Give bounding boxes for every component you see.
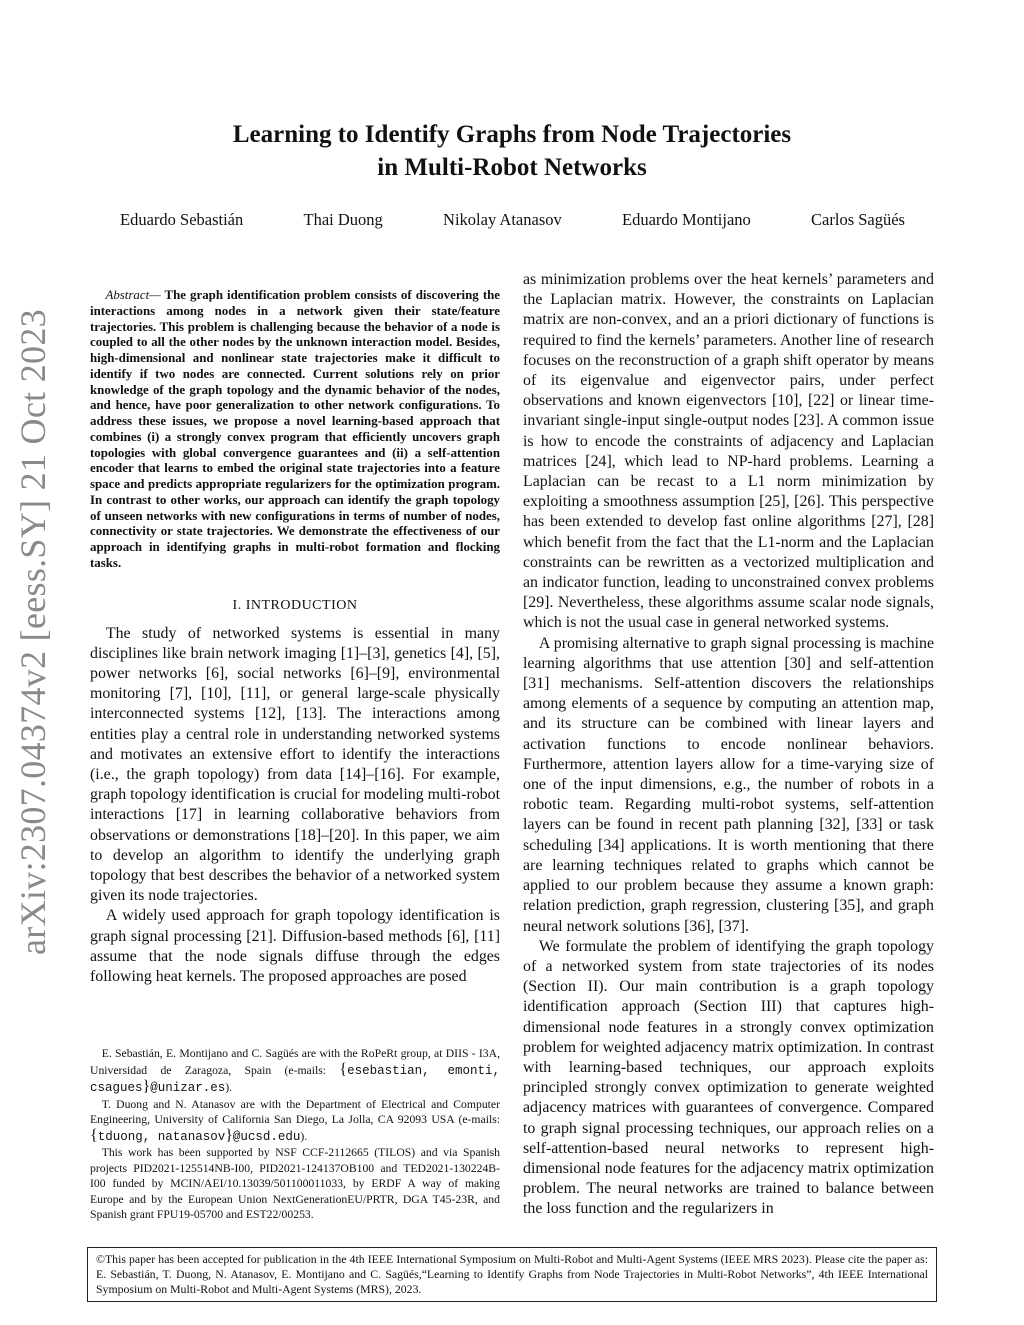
brace-close: } <box>225 1126 233 1144</box>
right-column <box>523 270 934 1220</box>
author: Carlos Sagüés <box>811 210 905 229</box>
paragraph: A widely used approach for graph topology identification is graph signal processing [21]. Diffusion-based methods [6], [11] assume that the node signals diffuse through the edges following heat kernels. The proposed approaches are posed <box>90 907 500 985</box>
title-line-2: in Multi-Robot Networks <box>377 154 647 181</box>
email-list: esebastian, emonti, csagues <box>90 1063 500 1095</box>
author: Eduardo Montijano <box>622 210 751 229</box>
author: Nikolay Atanasov <box>443 210 562 229</box>
paragraph: A promising alternative to graph signal processing is machine learning algorithms that use attention [30] and self-attention [31] mechanisms. Self-attention discovers the relationships among elements of a sequence by computing an attention map, and its structure can be combined with linear layers and activation functions to encode nonlinear behaviors. Furthermore, attention layers allow for a time-varying size of one of the input dimensions, e.g., the number of robots in a robotic team. Regarding multi-robot systems, self-attention layers can be found in recent path planning [32], [33] or task scheduling [34] applications. It is worth mentioning that there are learning techniques related to graphs which cannot be applied to our problem because they assume a known graph: relation prediction, graph regression, clustering [35], and graph neural network solutions [36], [37]. <box>523 634 934 935</box>
abstract-label: Abstract— <box>105 288 161 302</box>
email-domain: @ucsd.edu <box>232 1129 301 1144</box>
footnote-end: ). <box>300 1129 308 1143</box>
abstract-text: The graph identification problem consists of discovering the interactions among nodes in a network given their state/feature trajectories. This problem is challenging because the behavior of a node is coupled to all the other nodes by the unknown interaction model. Besides, high-dimensional and nonlinear state trajectories make it difficult to identify if two nodes are connected. Current solutions rely on prior knowledge of the graph topology and the dynamic behavior of the nodes, and hence, have poor generalization to other network configurations. To address these issues, we propose a novel learning-based approach that combines (i) a strongly convex program that efficiently uncovers graph topologies with global convergence guarantees and (ii) a self-attention encoder that learns to embed the original state trajectories into a feature space and predicts appropriate regularizers for the optimization program. In contrast to other works, our approach can identify the graph topology of unseen networks with new configurations in terms of number of nodes, connectivity or state trajectories. We demonstrate the effectiveness of our approach in identifying graphs in multi-robot formation and flocking tasks. <box>90 288 500 570</box>
brace-open: { <box>339 1060 348 1078</box>
footnote-text: T. Duong and N. Atanasov are with the Department of Electrical and Computer Engineering, University of California San Diego, La Jolla, CA 92093 USA (e-mails: <box>90 1097 500 1126</box>
author: Eduardo Sebastián <box>120 210 244 229</box>
footnote-affiliation-ucsd <box>90 1097 500 1146</box>
footnotes <box>90 1046 500 1223</box>
paragraph: We formulate the problem of identifying the graph topology of a networked system from state trajectories of its nodes (Section II). Our main contribution is a graph topology identification approach (Section III) that captures high-dimensional node features in a strongly convex optimization problem for weighted adjacency matrix optimization. In contrast with learning-based techniques, our approach exploits principled strongly convex optimization to generate weighted adjacency matrices with guarantees of convergence. Compared to graph signal processing techniques, our approach relies on a self-attention-based neural networks to represent high-dimensional node features for the adjacency matrix optimization problem. The neural networks are trained to balance between the loss function and the regularizers in <box>523 937 934 1218</box>
left-column <box>90 288 500 987</box>
email-list: tduong, natanasov <box>97 1129 226 1144</box>
footnote-affiliation-zaragoza <box>90 1046 500 1097</box>
paragraph: The study of networked systems is essential in many disciplines like brain network imaging [1]–[3], genetics [4], [5], power networks [6], social networks [6]–[9], environmental monitoring [7], [10], [11], or general large-scale physically interconnected systems [12], [13]. The interactions among entities play a central role in understanding networked systems and motivates an extensive effort to identify the interactions (i.e., the graph topology) from data [14]–[16]. For example, graph topology identification is crucial for modeling multi-robot interactions [17] in learning collaborative behaviors from observations or demonstrations [18]–[20]. In this paper, we aim to develop an algorithm to identify the underlying graph topology that best describes the behavior of a networked system given its node trajectories. <box>90 624 500 905</box>
section-heading-introduction: I. INTRODUCTION <box>232 597 358 613</box>
brace-close: } <box>142 1078 151 1095</box>
abstract <box>90 288 500 572</box>
footnote-end: ). <box>225 1081 233 1094</box>
email-domain: @unizar.es <box>150 1081 226 1095</box>
author-list <box>120 210 905 230</box>
brace-open: { <box>90 1126 98 1144</box>
author: Thai Duong <box>303 210 383 229</box>
arxiv-identifier: arXiv:2307.04374v2 [eess.SY] 21 Oct 2023 <box>13 309 53 955</box>
paper-title <box>0 118 1024 184</box>
title-line-1: Learning to Identify Graphs from Node Trajectories <box>232 121 792 148</box>
publication-notice: ©This paper has been accepted for publication in the 4th IEEE International Symposium on Multi-Robot and Multi-Agent Systems (IEEE MRS 2023). Please cite the paper as: E. Sebastián, T. Duong, N. Atanasov, E. Montijano and C. Sagüés,“Learning to Identify Graphs from Node Trajectories in Multi-Robot Networks”, 4th IEEE International Symposium on Multi-Robot and Multi-Agent Systems (MRS), 2023. <box>87 1247 937 1302</box>
footnote-text: E. Sebastián, E. Montijano and C. Sagüés are with the RoPeRt group, at DIIS - I3A, Universidad de Zaragoza, Spain (e-mails: <box>90 1047 500 1077</box>
footnote-funding: This work has been supported by NSF CCF-2112665 (TILOS) and via Spanish projects PID2021-125514NB-I00, PID2021-124137OB100 and TED2021-130224B-I00 funded by MCIN/AEI/10.13039/501100011033, by ERDF A way of making Europe and by the European Union NextGenerationEU/PRTR, DGA T45-23R, and Spanish grant FPU19-05700 and EST22/00253. <box>90 1146 500 1221</box>
paragraph: as minimization problems over the heat kernels’ parameters and the Laplacian matrix. However, the constraints on Laplacian matrix are non-convex, and an a priori dictionary of functions is required to find the kernels’ parameters. Another line of research focuses on the reconstruction of a graph shift operator by means of its eigenvalue and eigenvector pairs, under perfect observations and known eigenvectors [10], [22] or linear time-invariant single-input single-output nodes [23]. A common issue is how to encode the constraints of adjacency and Laplacian matrices [24], which lead to NP-hard problems. Learning a Laplacian can be recast to a L1 norm minimization by exploiting a smoothness assumption [25], [26]. This perspective has been extended to develop fast online algorithms [27], [28] which benefit from the fact that the L1-norm and the Laplacian constraints can be rewritten as a vectorized multiplication and an indicator function, leading to unconstrained convex problems [29]. Nevertheless, these algorithms assume scalar node signals, which is not the usual case in general networked systems. <box>523 271 934 632</box>
